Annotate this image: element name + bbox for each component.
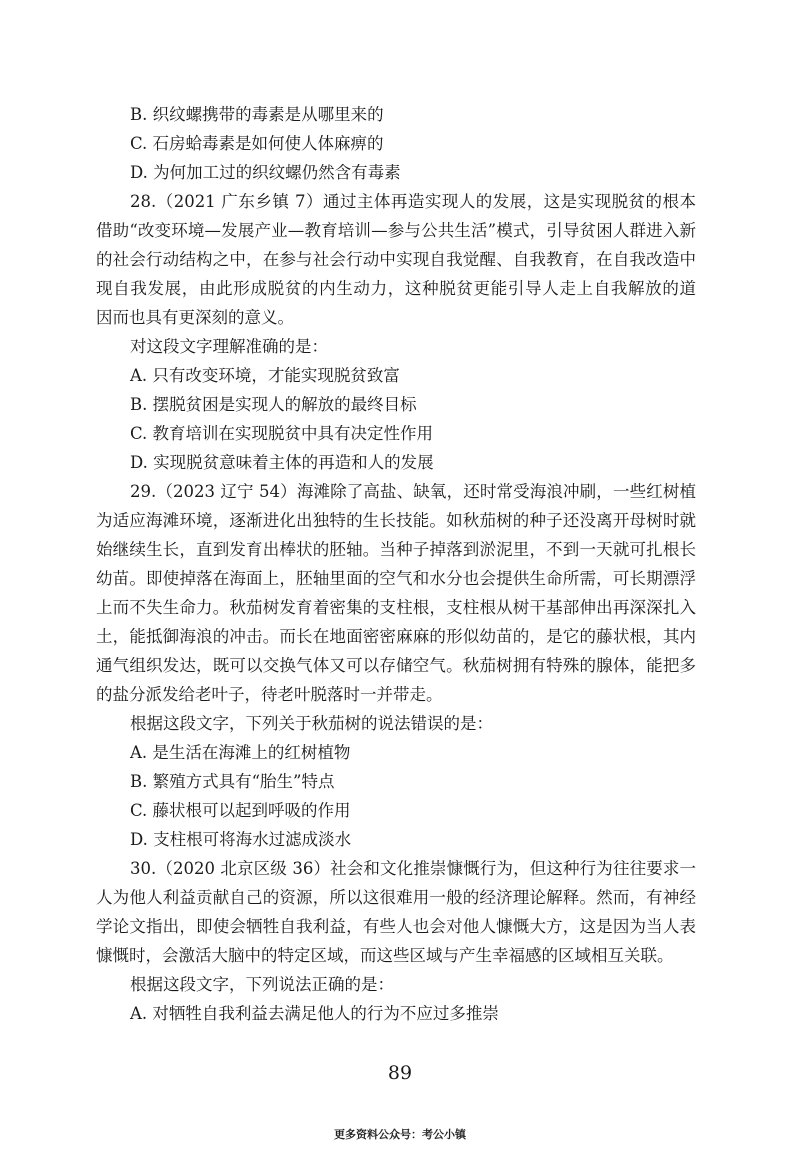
q29-option-a: A. 是生活在海滩上的红树植物 xyxy=(130,743,351,762)
q30-stem-line: 学论文指出，即使会牺牲自我利益，有些人也会对他人慷慨大方，这是因为当人表 xyxy=(96,917,696,936)
q29-prompt: 根据这段文字，下列关于秋茄树的说法错误的是： xyxy=(130,714,493,733)
q27-option-d: D. 为何加工过的织纹螺仍然含有毒素 xyxy=(130,163,401,182)
q29-stem-line: 上而不失生命力。秋茄树发育着密集的支柱根，支柱根从树干基部伸出再深深扎入 xyxy=(96,598,696,617)
q30-stem-line: 慷慨时，会激活大脑中的特定区域，而这些区域与产生幸福感的区域相互关联。 xyxy=(96,946,674,965)
q28-stem-line: 的社会行动结构之中，在参与社会行动中实现自我觉醒、自我教育，在自我改造中 xyxy=(96,250,696,269)
page-content xyxy=(96,100,696,1028)
question-29 xyxy=(96,477,696,854)
q29-stem-line: 通气组织发达，既可以交换气体又可以存储空气。秋茄树拥有特殊的腺体，能把多 xyxy=(96,656,696,675)
q28-option-b: B. 摆脱贫困是实现人的解放的最终目标 xyxy=(130,395,417,414)
q28-option-a: A. 只有改变环境，才能实现脱贫致富 xyxy=(130,366,400,385)
question-28 xyxy=(96,187,696,477)
q29-stem-line: 始继续生长，直到发育出棒状的胚轴。当种子掉落到淤泥里，不到一天就可扎根长 xyxy=(96,540,696,559)
q30-stem-line: 人为他人利益贡献自己的资源，所以这很难用一般的经济理论解释。然而，有神经 xyxy=(96,888,696,907)
q27-option-c: C. 石房蛤毒素是如何使人体麻痹的 xyxy=(130,134,384,153)
q28-option-c: C. 教育培训在实现脱贫中具有决定性作用 xyxy=(130,424,434,443)
q28-stem-line: 因而也具有更深刻的意义。 xyxy=(96,308,294,327)
q29-option-c: C. 藤状根可以起到呼吸的作用 xyxy=(130,801,351,820)
footer-note: 更多资料公众号：考公小镇 xyxy=(334,1128,466,1141)
q27-option-b: B. 织纹螺携带的毒素是从哪里来的 xyxy=(130,105,384,124)
q29-stem-line: 29.（2023 辽宁 54）海滩除了高盐、缺氧，还时常受海浪冲刷，一些红树植 xyxy=(130,482,696,501)
q30-prompt: 根据这段文字，下列说法正确的是： xyxy=(130,975,394,994)
question-30 xyxy=(96,854,696,1028)
q28-option-d: D. 实现脱贫意味着主体的再造和人的发展 xyxy=(130,453,434,472)
page-number: 89 xyxy=(387,1062,413,1084)
q29-stem-line: 土，能抵御海浪的冲击。而长在地面密密麻麻的形似幼苗的，是它的藤状根，其内 xyxy=(96,627,696,646)
q29-stem-line: 幼苗。即使掉落在海面上，胚轴里面的空气和水分也会提供生命所需，可长期漂浮 xyxy=(96,569,696,588)
q28-prompt: 对这段文字理解准确的是： xyxy=(130,337,328,356)
q29-option-b: B. 繁殖方式具有“胎生”特点 xyxy=(130,772,335,791)
q28-stem-line: 28.（2021 广东乡镇 7）通过主体再造实现人的发展，这是实现脱贫的根本 xyxy=(130,192,696,211)
q29-option-d: D. 支柱根可将海水过滤成淡水 xyxy=(130,830,352,849)
q30-option-a: A. 对牺牲自我利益去满足他人的行为不应过多推崇 xyxy=(130,1004,499,1023)
q28-stem-line: 借助“改变环境—发展产业—教育培训—参与公共生活”模式，引导贫困人群进入新 xyxy=(96,221,696,240)
q27-options xyxy=(96,100,696,187)
q28-stem-line: 现自我发展，由此形成脱贫的内生动力，这种脱贫更能引导人走上自我解放的道 xyxy=(96,279,696,298)
q30-stem-line: 30.（2020 北京区级 36）社会和文化推崇慷慨行为，但这种行为往往要求一 xyxy=(130,859,696,878)
q29-stem-line: 的盐分派发给老叶子，待老叶脱落时一并带走。 xyxy=(96,685,443,704)
q29-stem-line: 为适应海滩环境，逐渐进化出独特的生长技能。如秋茄树的种子还没离开母树时就 xyxy=(96,511,696,530)
